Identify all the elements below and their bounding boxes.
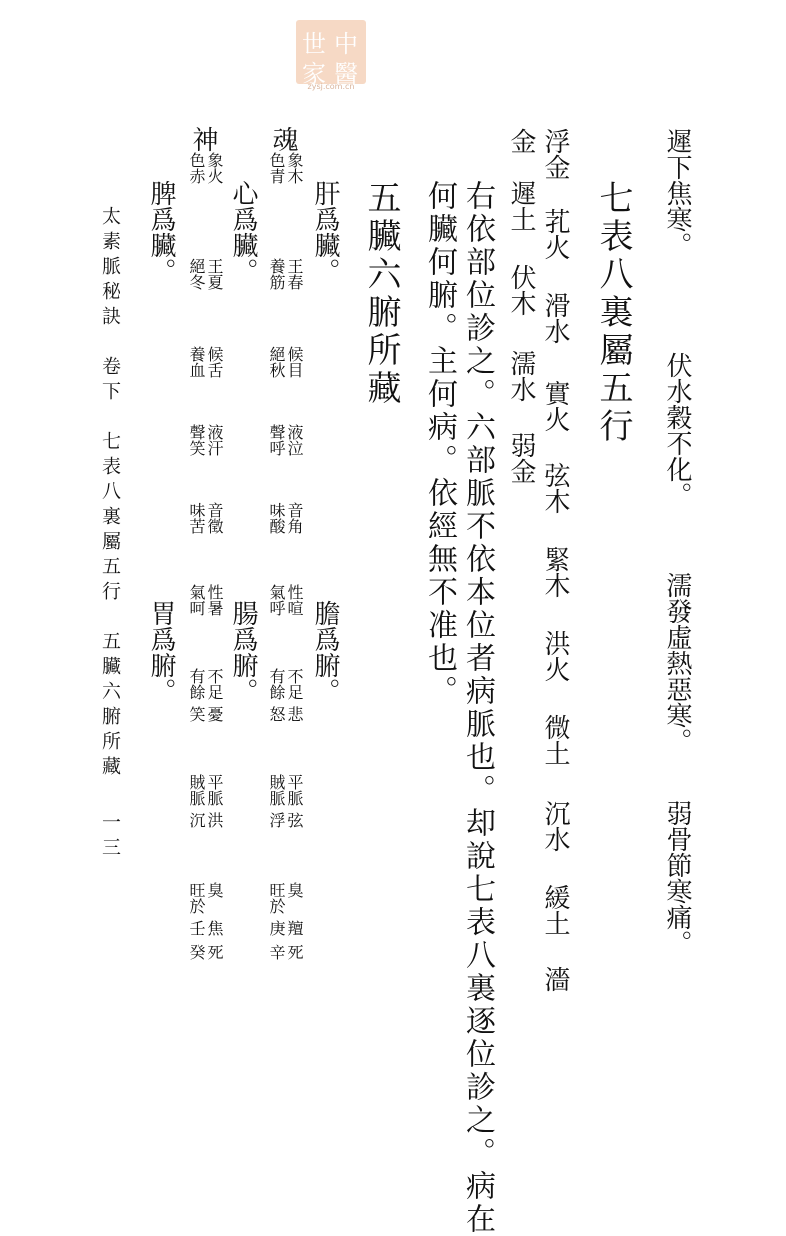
annotation-line: 液汗 xyxy=(205,424,224,456)
annotation-line: 不足 xyxy=(205,668,224,700)
annotation-line: 味酸 xyxy=(267,502,286,534)
annotation-line: 象木 xyxy=(285,152,304,184)
annotation-line: 聲呼 xyxy=(267,424,286,456)
annotation xyxy=(268,706,302,722)
text-line: 遲下焦寒。 xyxy=(662,128,692,258)
pulse-item: 滑水 xyxy=(540,292,570,344)
organ-spirit: 魂 xyxy=(268,126,298,152)
running-footer: 太素脈秘訣 卷下 七表八裏屬五行 五臟六腑所藏 xyxy=(99,206,121,781)
pulse-head: 浮金 xyxy=(540,128,570,180)
organ-label: 膽爲腑。 xyxy=(310,600,340,704)
pulse-item: 沉水 xyxy=(540,800,570,852)
annotation-line: 不足 xyxy=(285,668,304,700)
annotation-line: 性喧 xyxy=(285,584,304,616)
pulse-item: 伏木 xyxy=(506,264,536,316)
annotation xyxy=(268,424,302,456)
annotation-line: 怒 xyxy=(267,706,286,722)
pulse-item: 實火 xyxy=(540,380,570,432)
annotation-line: 王春 xyxy=(285,258,304,290)
annotation-line: 音徵 xyxy=(205,502,224,534)
annotation-line: 有餘 xyxy=(187,668,206,700)
annotation-line: 候目 xyxy=(285,346,304,378)
annotation-line: 候舌 xyxy=(205,346,224,378)
annotation-line: 悲 xyxy=(285,706,304,722)
pulse-item: 緊木 xyxy=(540,546,570,598)
logo-char: 世 xyxy=(302,30,326,58)
pulse-item: 芤火 xyxy=(540,208,570,260)
annotation xyxy=(188,920,222,936)
annotation-line: 氣呵 xyxy=(187,584,206,616)
pulse-item: 洪火 xyxy=(540,630,570,682)
annotation-line: 笑 xyxy=(187,706,206,722)
annotation-line: 旺於 xyxy=(267,882,286,914)
annotation xyxy=(188,668,222,700)
annotation-line: 液泣 xyxy=(285,424,304,456)
pulse-item: 濇 xyxy=(540,966,570,992)
pulse-item: 微土 xyxy=(540,714,570,766)
annotation xyxy=(188,584,222,616)
annotation-line: 氣呼 xyxy=(267,584,286,616)
annotation-line: 賊脈 xyxy=(267,774,286,806)
annotation xyxy=(268,152,302,184)
pulse-item: 濡水 xyxy=(506,350,536,402)
annotation-line: 養血 xyxy=(187,346,206,378)
annotation-line: 平脈 xyxy=(205,774,224,806)
annotation xyxy=(268,502,302,534)
annotation-line: 色赤 xyxy=(187,152,206,184)
logo-char: 醫 xyxy=(334,60,358,88)
organ-label: 腸爲腑。 xyxy=(228,600,258,704)
annotation xyxy=(188,812,222,828)
annotation xyxy=(268,944,302,960)
pulse-item: 弦木 xyxy=(540,462,570,514)
annotation xyxy=(268,584,302,616)
annotation-line: 死 xyxy=(285,944,304,960)
paragraph-line: 右依部位診之。六部脈不依本位者病脈也。却說七表八裏逐位診之。病在 xyxy=(460,180,495,1236)
annotation-line: 弦 xyxy=(285,812,304,828)
annotation-line: 聲笑 xyxy=(187,424,206,456)
annotation-line: 沉 xyxy=(187,812,206,828)
text-line: 弱骨節寒痛。 xyxy=(662,800,692,956)
annotation-line: 焦 xyxy=(205,920,224,936)
annotation-line: 音角 xyxy=(285,502,304,534)
pulse-item: 遲土 xyxy=(506,180,536,232)
pulse-item: 緩土 xyxy=(540,884,570,936)
annotation-line: 絕冬 xyxy=(187,258,206,290)
annotation-line: 性暑 xyxy=(205,584,224,616)
annotation-line: 臭 xyxy=(205,882,224,898)
page-number: 一三 xyxy=(99,812,121,862)
annotation-line: 庚 xyxy=(267,920,286,936)
annotation-line: 旺於 xyxy=(187,882,206,914)
annotation-line: 平脈 xyxy=(285,774,304,806)
organ-spirit: 神 xyxy=(188,126,218,152)
pulse-item: 弱金 xyxy=(506,432,536,484)
annotation xyxy=(188,774,222,806)
annotation-line: 辛 xyxy=(267,944,286,960)
annotation xyxy=(268,774,302,806)
annotation-line: 王夏 xyxy=(205,258,224,290)
logo-char: 家 xyxy=(302,60,326,88)
annotation xyxy=(188,258,222,290)
annotation xyxy=(268,668,302,700)
annotation-line: 象火 xyxy=(205,152,224,184)
annotation-line: 養筋 xyxy=(267,258,286,290)
annotation-line: 色青 xyxy=(267,152,286,184)
annotation xyxy=(188,944,222,960)
annotation xyxy=(268,258,302,290)
text-line: 伏水穀不化。 xyxy=(662,352,692,508)
annotation xyxy=(188,706,222,722)
annotation-line: 洪 xyxy=(205,812,224,828)
annotation xyxy=(188,882,222,914)
section-heading: 五臟六腑所藏 xyxy=(361,180,401,408)
annotation xyxy=(268,812,302,828)
annotation-line: 味苦 xyxy=(187,502,206,534)
annotation-line: 絕秋 xyxy=(267,346,286,378)
logo-url: zysj.com.cn xyxy=(307,82,355,91)
watermark-logo xyxy=(296,20,366,94)
annotation-line: 癸 xyxy=(187,944,206,960)
annotation xyxy=(188,152,222,184)
annotation-line: 壬 xyxy=(187,920,206,936)
text-line: 濡發虛熱惡寒。 xyxy=(662,572,692,754)
annotation xyxy=(188,424,222,456)
organ-label: 心爲臟。 xyxy=(228,180,258,284)
logo-char: 中 xyxy=(334,30,358,58)
annotation-line: 賊脈 xyxy=(187,774,206,806)
organ-label: 脾爲臟。 xyxy=(146,180,176,284)
annotation-line: 死 xyxy=(205,944,224,960)
annotation-line: 有餘 xyxy=(267,668,286,700)
annotation-line: 浮 xyxy=(267,812,286,828)
annotation xyxy=(188,502,222,534)
annotation xyxy=(268,920,302,936)
annotation-line: 羶 xyxy=(285,920,304,936)
organ-label: 肝爲臟。 xyxy=(310,180,340,284)
annotation-line: 臭 xyxy=(285,882,304,898)
organ-label: 胃爲腑。 xyxy=(146,600,176,704)
section-heading: 七表八裏屬五行 xyxy=(593,180,633,446)
annotation xyxy=(188,346,222,378)
annotation xyxy=(268,346,302,378)
pulse-head: 金 xyxy=(506,128,536,154)
paragraph-line: 何臟何腑。主何病。依經無不准也。 xyxy=(422,180,457,708)
annotation-line: 憂 xyxy=(205,706,224,722)
annotation xyxy=(268,882,302,914)
